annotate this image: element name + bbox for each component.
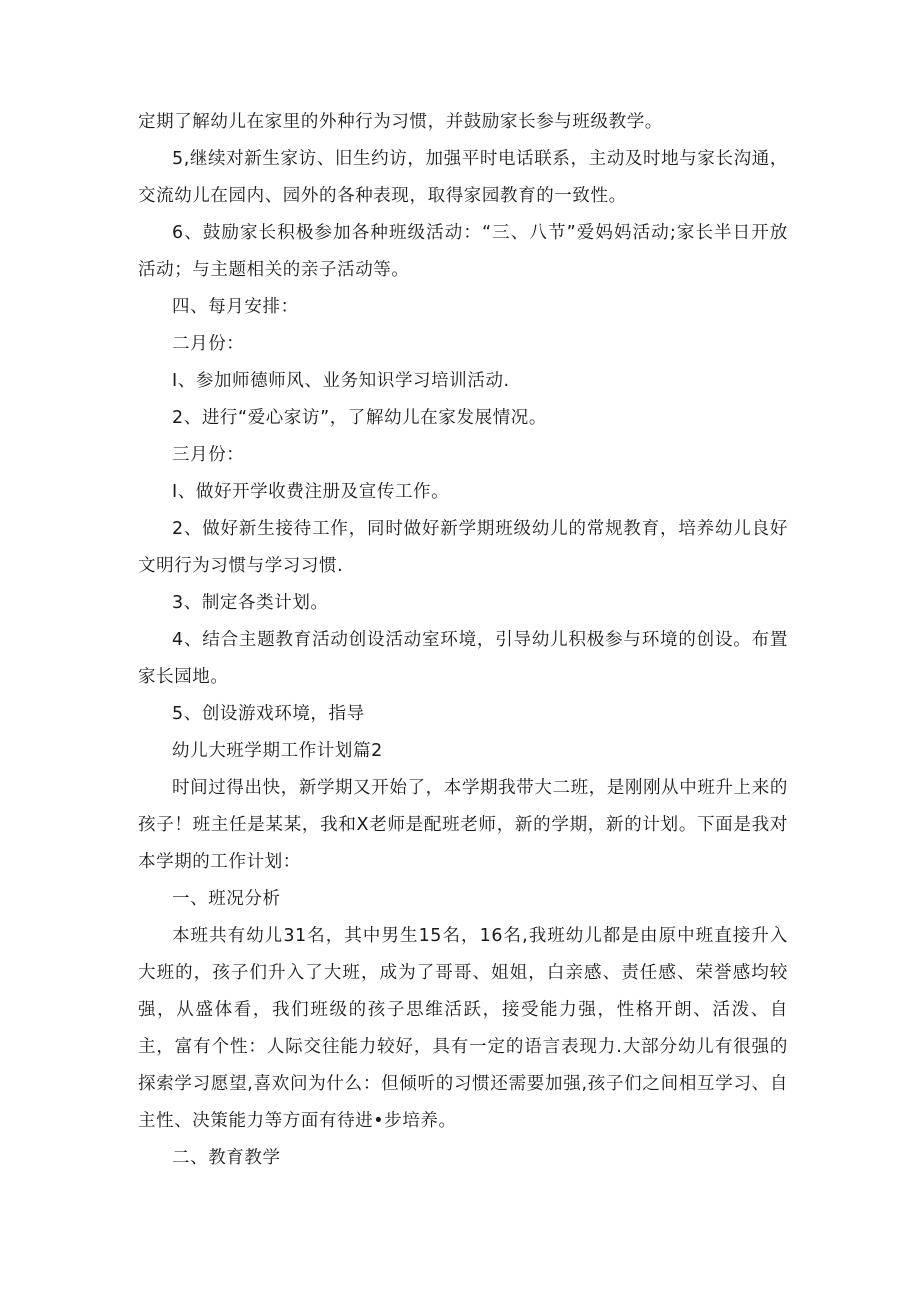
article-title: 幼儿大班学期工作计划篇2 (172, 741, 383, 761)
paragraph-2: 5,继续对新生家访、旧生约访，加强平时电话联系，主动及时地与家长沟通，交流幼儿在园内、园外的各种表现，取得家园教育的一致性。 (138, 149, 788, 206)
section-heading-class-analysis: 一、班况分析 (172, 889, 281, 909)
month-heading-march: 三月份： (172, 445, 245, 465)
list-item: 5、创设游戏环境，指导 (172, 704, 365, 724)
list-item: 2、进行“爱心家访”，了解幼儿在家发展情况。 (172, 408, 547, 428)
section-heading-monthly-plan: 四、每月安排： (172, 297, 299, 317)
paragraph-3: 6、鼓励家长积极参加各种班级活动：“三、八节”爱妈妈活动;家长半日开放活动；与主题相关的亲子活动等。 (138, 223, 788, 280)
month-heading-february: 二月份： (172, 334, 245, 354)
list-item: 2、做好新生接待工作，同时做好新学期班级幼儿的常规教育，培养幼儿良好文明行为习惯与学习习惯. (138, 519, 788, 576)
section-heading-education: 二、教育教学 (172, 1148, 281, 1168)
document-page (138, 104, 788, 1177)
class-analysis-paragraph: 本班共有幼儿31名，其中男生15名，16名,我班幼儿都是由原中班直接升入大班的，孩子们升入了大班，成为了哥哥、姐姐，白亲感、责任感、荣誉感均较强，从盛体看，我们班级的孩子思维活跃，接受能力强，性格开朗、活泼、自主，富有个性：人际交往能力较好，具有一定的语言表现力.大部分幼儿有很强的探索学习愿望,喜欢问为什么：但倾听的习惯还需要加强,孩子们之间相互学习、自主性、决策能力等方面有待进•步培养。 (138, 926, 788, 1131)
intro-paragraph: 时间过得出快，新学期又开始了，本学期我带大二班，是刚刚从中班升上来的孩子！班主任是某某，我和X老师是配班老师，新的学期，新的计划。下面是我对本学期的工作计划： (138, 778, 788, 872)
list-item: 3、制定各类计划。 (172, 593, 329, 613)
list-item: I、参加师德师风、业务知识学习培训活动. (172, 371, 510, 391)
list-item: I、做好开学收费注册及宣传工作。 (172, 482, 450, 502)
paragraph-1: 定期了解幼儿在家里的外种行为习惯，并鼓励家长参与班级教学。 (138, 112, 663, 132)
list-item: 4、结合主题教育活动创设活动室环境，引导幼儿积极参与环境的创设。布置家长园地。 (138, 630, 788, 687)
